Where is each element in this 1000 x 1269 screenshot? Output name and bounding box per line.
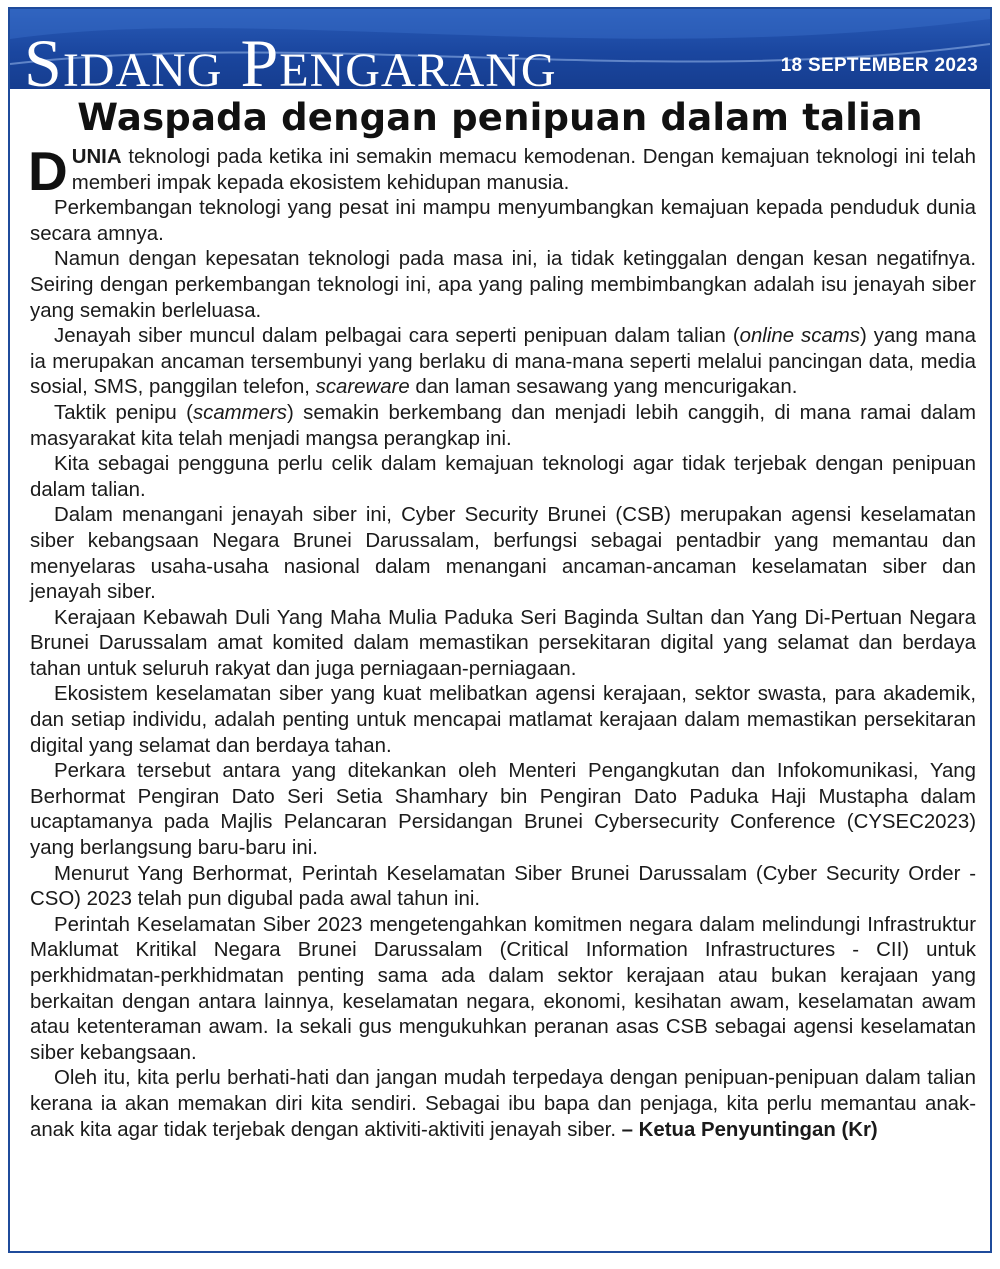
masthead-title: Sidang Pengarang [24, 25, 557, 89]
italic-term-online-scams: online scams [739, 325, 860, 348]
paragraph-2: Perkembangan teknologi yang pesat ini mampu menyumbangkan kemajuan kepada penduduk dunia secara amnya. [30, 197, 976, 245]
paragraph-4-text-e: dan laman sesawang yang mencurigakan. [409, 376, 798, 399]
paragraph-9: Ekosistem keselamatan siber yang kuat melibatkan agensi kerajaan, sektor swasta, para akademik, dan setiap individu, adalah penting untuk mencapai matlamat kerajaan dalam memastikan persekitaran digital yang selamat dan berdaya tahan. [30, 683, 976, 757]
paragraph-4 [30, 324, 976, 401]
paragraph-7: Dalam menangani jenayah siber ini, Cyber Security Brunei (CSB) merupakan agensi keselamatan siber kebangsaan Negara Brunei Darussalam, berfungsi sebagai pentadbir yang memantau dan menyelaras usaha-usaha nasional dalam menangani ancaman-ancaman keselamatan siber dan jenayah siber. [30, 504, 976, 604]
paragraph-11: Menurut Yang Berhormat, Perintah Keselamatan Siber Brunei Darussalam (Cyber Security Order - CSO) 2023 telah pun digubal pada awal tahun ini. [30, 862, 976, 911]
paragraph-12: Perintah Keselamatan Siber 2023 mengetengahkan komitmen negara dalam melindungi Infrastruktur Maklumat Kritikal Negara Brunei Darussalam (Critical Information Infrastructures - CII) untuk perkhidmatan-perkhidmatan penting sama ada dalam sektor kerajaan atau bukan kerajaan yang berkaitan dengan antara lainnya, keselamatan negara, ekonomi, kesihatan awam, keselamatan awam atau ketenteraman awam. Ia sekali gus mengukuhkan peranan asas CSB sebagai agensi keselamatan siber kebangsaan. [30, 913, 976, 1064]
italic-term-scammers: scammers [192, 401, 287, 424]
masthead-banner [10, 9, 990, 89]
paragraph-1 [28, 140, 976, 202]
paragraph-4-text-c: ) yang mana ia merupakan ancaman tersembunyi yang berlaku di mana-mana seperti melalui pancingan data, media sosial, SMS, panggilan telefon, [30, 325, 977, 399]
paragraph-6: Kita sebagai pengguna perlu celik dalam kemajuan teknologi agar tidak terjebak dengan penipuan dalam talian. [30, 453, 976, 501]
paragraph-5 [30, 401, 976, 452]
paragraph-13-text: Oleh itu, kita perlu berhati-hati dan jangan mudah terpedaya dengan penipuan-penipuan dalam talian kerana ia akan memakan diri kita sendiri. Sebagai ibu bapa dan penjaga, kita perlu memantau anak-anak kita agar tidak terjebak dengan aktiviti-aktiviti jenayah siber. [30, 1067, 976, 1141]
paragraph-4-text-a: Jenayah siber muncul dalam pelbagai cara seperti penipuan dalam talian ( [54, 325, 740, 348]
paragraph-3: Namun dengan kepesatan teknologi pada masa ini, ia tidak ketinggalan dengan kesan negatifnya. Seiring dengan perkembangan teknologi ini, apa yang paling membimbangkan adalah isu jenayah siber yang semakin berleluasa. [30, 248, 976, 322]
paragraph-13 [30, 1066, 976, 1143]
italic-term-scareware: scareware [315, 376, 410, 399]
paragraph-8: Kerajaan Kebawah Duli Yang Maha Mulia Paduka Seri Baginda Sultan dan Yang Di-Pertuan Negara Brunei Darussalam amat komited dalam memastikan persekitaran digital yang selamat dan berdaya tahan untuk seluruh rakyat dan juga perniagaan-perniagaan. [30, 606, 976, 680]
publication-date: 18 SEPTEMBER 2023 [780, 55, 978, 76]
paragraph-5-text-a: Taktik penipu ( [54, 401, 193, 424]
paragraph-10: Perkara tersebut antara yang ditekankan oleh Menteri Pengangkutan dan Infokomunikasi, Yang Berhormat Pengiran Dato Seri Setia Shamhary bin Pengiran Dato Paduka Haji Mustapha dalam ucaptamanya pada Majlis Pelancaran Persidangan Brunei Cybersecurity Conference (CYSEC2023) yang berlangsung baru-baru ini. [30, 760, 976, 860]
paragraph-5-text-c: ) semakin berkembang dan menjadi lebih canggih, di mana ramai dalam masyarakat kita telah menjadi mangsa perangkap ini. [30, 401, 976, 450]
editorial-page [8, 7, 992, 1253]
drop-cap: D [28, 140, 68, 202]
article-headline: Waspada dengan penipuan dalam talian [77, 96, 923, 139]
article-body [10, 141, 990, 1143]
lead-word: UNIA [71, 146, 122, 168]
paragraph-1-text: teknologi pada ketika ini semakin memacu kemodenan. Dengan kemajuan teknologi ini telah memberi impak kepada ekosistem kehidupan manusia. [71, 146, 976, 194]
author-credit: – Ketua Penyuntingan (Kr) [621, 1118, 878, 1141]
